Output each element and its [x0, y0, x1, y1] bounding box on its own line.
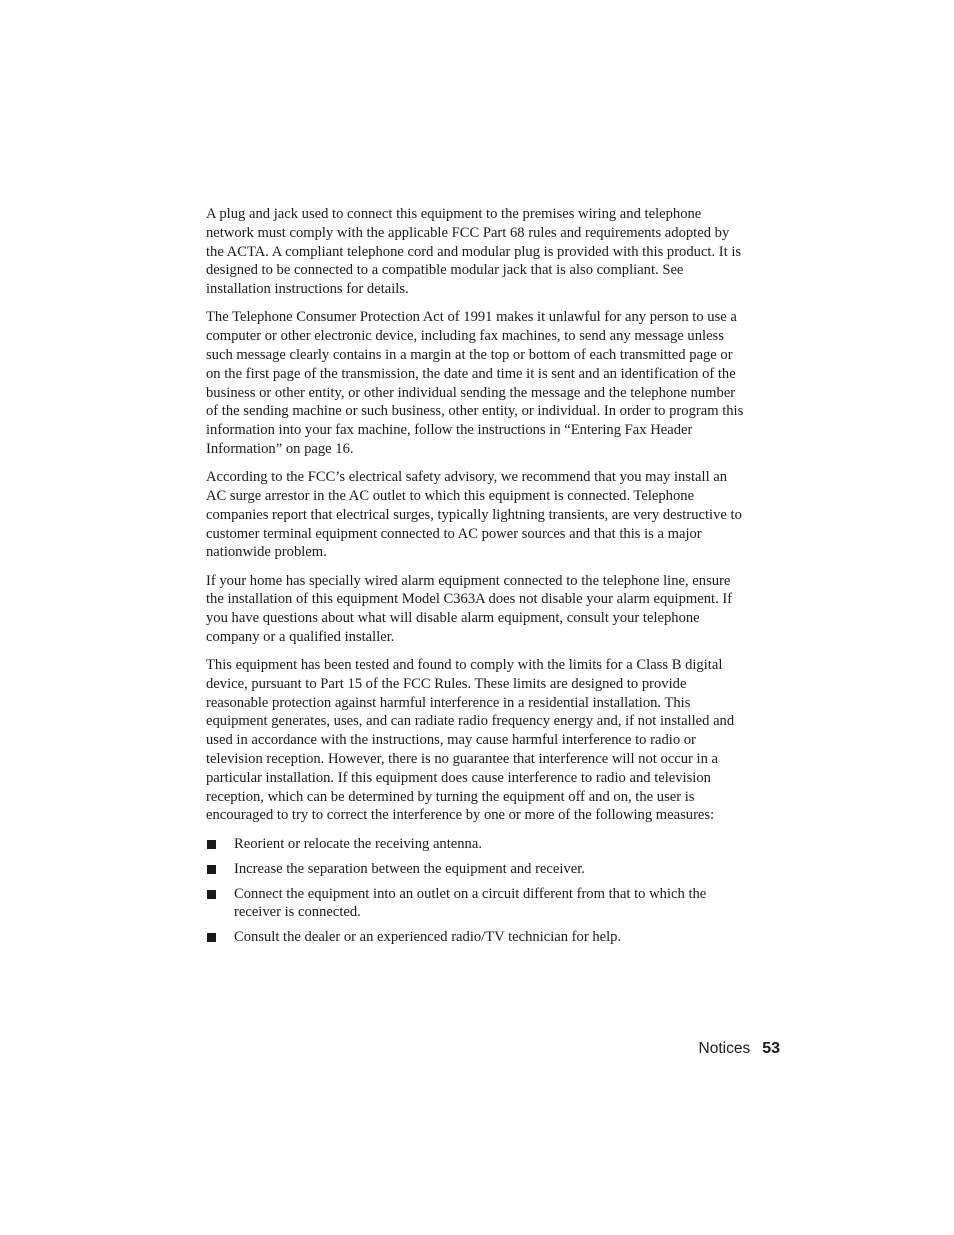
paragraph-tcpa: The Telephone Consumer Protection Act of 1991 makes it unlawful for any person to use a computer or other electronic device, including fax machines, to send any message unless such message clearly contains in a margin at the top or bottom of each transmitted page or on the first page of the transmission, the date and time it is sent and an identification of the business or other entity, or other individual sending the message and the telephone number of the sending machine or such business, other entity, or individual. In order to program this information into your fax machine, follow the instructions in “Entering Fax Header Information” on page 16. [206, 309, 744, 457]
list-item [206, 860, 748, 879]
page-footer [699, 1040, 780, 1058]
measures-list [206, 835, 748, 948]
page-number: 53 [762, 1040, 780, 1057]
list-item-text: Increase the separation between the equipment and receiver. [234, 860, 585, 877]
list-item-text: Connect the equipment into an outlet on a circuit different from that to which the receiver is connected. [234, 885, 707, 921]
page-body [206, 205, 748, 953]
list-item [206, 835, 748, 854]
square-bullet-icon [207, 890, 216, 899]
paragraph-class-b-digital: This equipment has been tested and found to comply with the limits for a Class B digital device, pursuant to Part 15 of the FCC Rules. These limits are designed to provide reasonable protection against harmful interference in a residential installation. This equipment generates, uses, and can radiate radio frequency energy and, if not installed and used in accordance with the instructions, may cause harmful interference to radio or television reception. However, there is no guarantee that interference will not occur in a particular installation. If this equipment does cause interference to radio and television reception, which can be determined by turning the equipment off and on, the user is encouraged to try to correct the interference by one or more of the following measures: [206, 657, 735, 824]
paragraph-fcc-part-68: A plug and jack used to connect this equipment to the premises wiring and telephone network must comply with the applicable FCC Part 68 rules and requirements adopted by the ACTA. A compliant telephone cord and modular plug is provided with this product. It is designed to be connected to a compatible modular jack that is also compliant. See installation instructions for details. [206, 206, 742, 298]
list-item [206, 928, 748, 947]
list-item-text: Consult the dealer or an experienced radio/TV technician for help. [234, 929, 622, 946]
square-bullet-icon [207, 840, 216, 849]
paragraph-surge-advisory: According to the FCC’s electrical safety advisory, we recommend that you may install an AC surge arrestor in the AC outlet to which this equipment is connected. Telephone companies report that electrical surges, typically lightning transients, are very destructive to customer terminal equipment connected to AC power sources and that this is a major nationwide problem. [206, 469, 742, 561]
square-bullet-icon [207, 933, 216, 942]
footer-section-title: Notices [698, 1040, 751, 1057]
paragraph-alarm-equipment: If your home has specially wired alarm equipment connected to the telephone line, ensure the installation of this equipment Model C363A does not disable your alarm equipment. If you have questions about what will disable alarm equipment, consult your telephone company or a qualified installer. [206, 572, 733, 645]
list-item [206, 885, 748, 923]
square-bullet-icon [207, 865, 216, 874]
list-item-text: Reorient or relocate the receiving antenna. [234, 835, 482, 852]
